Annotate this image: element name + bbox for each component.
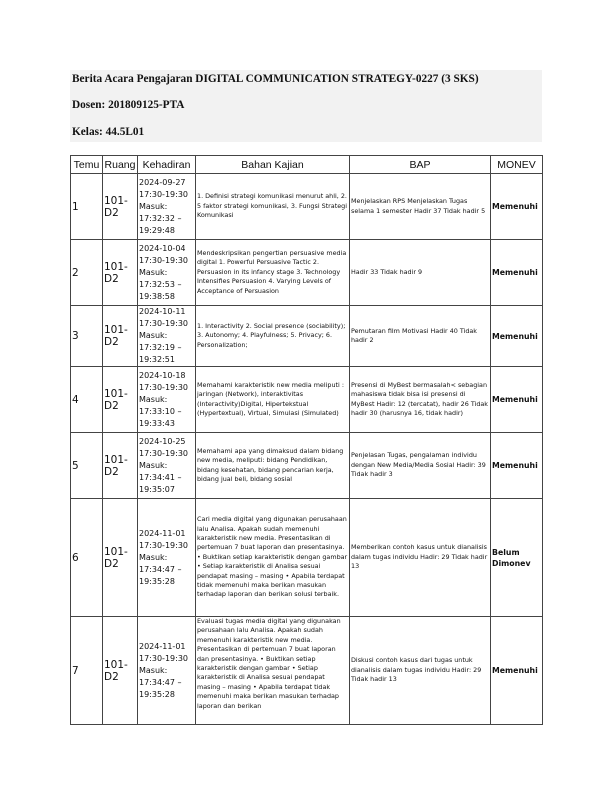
temu-cell: 7 (71, 617, 103, 725)
bap-cell: Penjelasan Tugas, pengalaman individu dengan New Media/Media Sosial Hadir: 39 Tidak hadir 3 (350, 433, 491, 499)
bahan-kajian-cell: Memahami apa yang dimaksud dalam bidang new media, meliputi: bidang Pendidikan, bidang kesehatan, bidang pencarian kerja, bidang jual beli, bidang sosial (196, 433, 350, 499)
kehadiran-cell: 2024-10-11 17:30-19:30 Masuk: 17:32:19 – 19:32:51 (138, 306, 196, 367)
kehadiran-cell: 2024-10-18 17:30-19:30 Masuk: 17:33:10 – 19:33:43 (138, 367, 196, 433)
ruang-cell: 101-D2 (103, 306, 138, 367)
ruang-cell: 101-D2 (103, 174, 138, 240)
bahan-kajian-cell: Evaluasi tugas media digital yang digunakan perusahaan lalu Analisa. Apakah sudah memenuhi karakteristik new media. Presentasikan di pertemuan 7 buat laporan dan presentasinya. • Buktikan setiap karakteristik dengan gambar • Setiap karakteristik di Analisa sesuai pendapat masing – masing • Apabila terdapat tidak memenuhi maka berikan masukan terhadap laporan dan berikan (196, 617, 350, 725)
bap-cell: Memberikan contoh kasus untuk dianalisis dalam tugas individu Hadir: 29 Tidak hadir 13 (350, 499, 491, 617)
column-header-temu: Temu (71, 156, 103, 174)
ruang-cell: 101-D2 (103, 367, 138, 433)
bahan-kajian-cell: Mendeskripsikan pengertian persuasive media digital 1. Powerful Persuasive Tactic 2. Persuasion in its infancy stage 3. Technology Intensifies Persuasion 4. Varying Levels of Acceptance of Persuasion (196, 240, 350, 306)
table-row (71, 240, 543, 306)
table-row (71, 617, 543, 725)
bap-cell: Presensi di MyBest bermasalah< sebagian mahasiswa tidak bisa isi presensi di MyBest Hadir: 12 (tercatat), hadir 26 Tidak hadir 30 (harusnya 16, tidak hadir) (350, 367, 491, 433)
column-header-kehadiran: Kehadiran (138, 156, 196, 174)
temu-cell: 6 (71, 499, 103, 617)
column-header-bap: BAP (350, 156, 491, 174)
teaching-record-table (70, 155, 543, 725)
table-row (71, 367, 543, 433)
bahan-kajian-cell: Memahami karakteristik new media meliputi : jaringan (Network), interaktivitas (Interactivity)Digital, Hipertekstual (Hypertextual), Virtual, Simulasi (Simulated) (196, 367, 350, 433)
temu-cell: 1 (71, 174, 103, 240)
monev-cell: Memenuhi (491, 306, 543, 367)
ruang-cell: 101-D2 (103, 499, 138, 617)
monev-cell: Memenuhi (491, 174, 543, 240)
bap-cell: Pemutaran film Motivasi Hadir 40 Tidak hadir 2 (350, 306, 491, 367)
table-row (71, 306, 543, 367)
table-header-row (71, 156, 543, 174)
kehadiran-cell: 2024-10-04 17:30-19:30 Masuk: 17:32:53 – 19:38:58 (138, 240, 196, 306)
temu-cell: 5 (71, 433, 103, 499)
bap-cell: Hadir 33 Tidak hadir 9 (350, 240, 491, 306)
table-row (71, 433, 543, 499)
monev-cell: Memenuhi (491, 617, 543, 725)
kehadiran-cell: 2024-10-25 17:30-19:30 Masuk: 17:34:41 – 19:35:07 (138, 433, 196, 499)
monev-cell: Belum Dimonev (491, 499, 543, 617)
ruang-cell: 101-D2 (103, 617, 138, 725)
kehadiran-cell: 2024-11-01 17:30-19:30 Masuk: 17:34:47 – 19:35:28 (138, 499, 196, 617)
bap-cell: Menjelaskan RPS Menjelaskan Tugas selama 1 semester Hadir 37 Tidak hadir 5 (350, 174, 491, 240)
table-row (71, 174, 543, 240)
bahan-kajian-cell: Cari media digital yang digunakan perusahaan lalu Analisa. Apakah sudah memenuhi karakteristik new media. Presentasikan di pertemuan 7 buat laporan dan presentasinya. • Buktikan setiap karakteristik dengan gambar • Setiap karakteristik di Analisa sesuai pendapat masing – masing • Apabila terdapat tidak memenuhi maka berikan masukan terhadap laporan dan berikan solusi terbaik. (196, 499, 350, 617)
monev-cell: Memenuhi (491, 433, 543, 499)
table-row (71, 499, 543, 617)
document-header (70, 70, 542, 142)
temu-cell: 3 (71, 306, 103, 367)
column-header-monev: MONEV (491, 156, 543, 174)
class-label: Kelas: 44.5L01 (72, 126, 145, 138)
bahan-kajian-cell: 1. Interactivity 2. Social presence (sociability); 3. Autonomy; 4. Playfulness; 5. Privacy; 6. Personalization; (196, 306, 350, 367)
temu-cell: 4 (71, 367, 103, 433)
column-header-bahan-kajian: Bahan Kajian (196, 156, 350, 174)
kehadiran-cell: 2024-09-27 17:30-19:30 Masuk: 17:32:32 – 19:29:48 (138, 174, 196, 240)
lecturer-label: Dosen: 201809125-PTA (72, 99, 185, 111)
temu-cell: 2 (71, 240, 103, 306)
kehadiran-cell: 2024-11-01 17:30-19:30 Masuk: 17:34:47 – 19:35:28 (138, 617, 196, 725)
bahan-kajian-cell: 1. Definisi strategi komunikasi menurut ahli, 2. 5 faktor strategi komunikasi, 3. Fungsi Strategi Komunikasi (196, 174, 350, 240)
monev-cell: Memenuhi (491, 367, 543, 433)
ruang-cell: 101-D2 (103, 240, 138, 306)
monev-cell: Memenuhi (491, 240, 543, 306)
document-title: Berita Acara Pengajaran DIGITAL COMMUNICATION STRATEGY-0227 (3 SKS) (72, 73, 479, 85)
ruang-cell: 101-D2 (103, 433, 138, 499)
column-header-ruang: Ruang (103, 156, 138, 174)
bap-cell: Diskusi contoh kasus dari tugas untuk dianalisis dalam tugas individu Hadir: 29 Tidak hadir 13 (350, 617, 491, 725)
